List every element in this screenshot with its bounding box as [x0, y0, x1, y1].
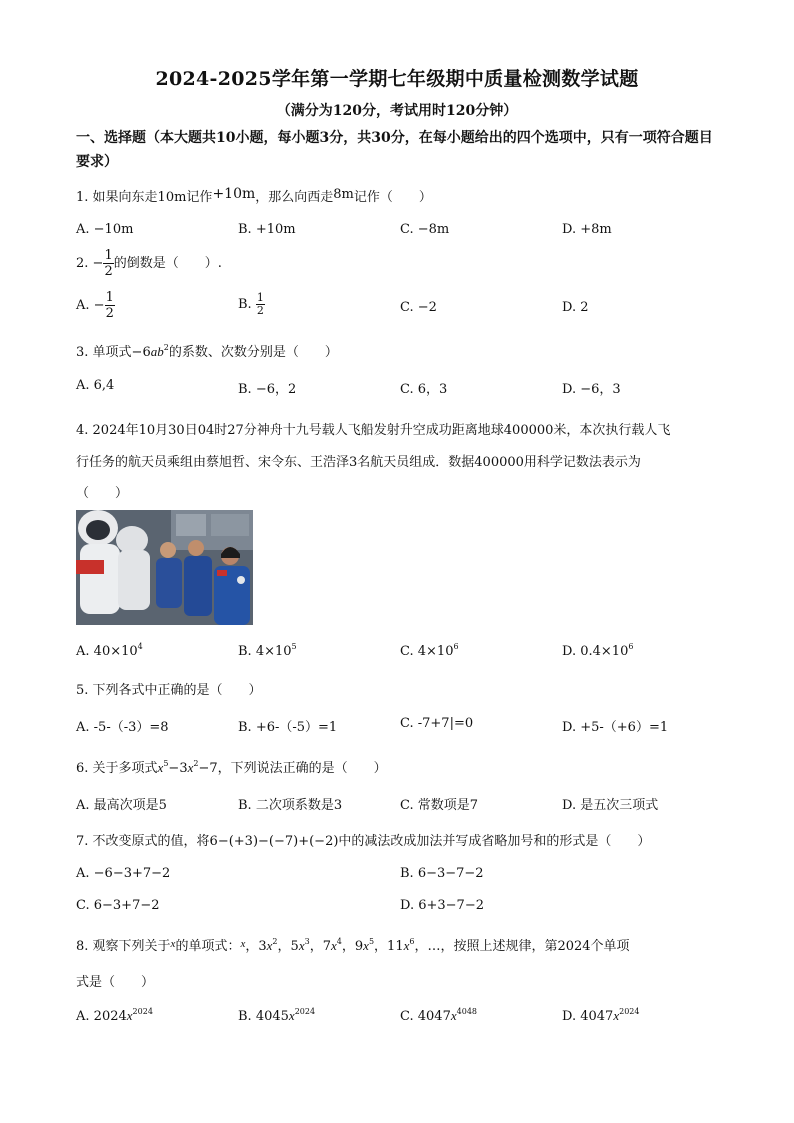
q8-d-label: D.: [562, 1009, 577, 1024]
q7-option-b[interactable]: B. 6−3−7−2: [400, 866, 484, 881]
q8-a-label: A.: [76, 1009, 90, 1024]
q8-term-4-var: x: [330, 938, 337, 953]
q6-mid: −3: [168, 761, 188, 776]
q2-a-minus: −: [93, 298, 105, 313]
q2-minus: −: [92, 256, 104, 271]
q4-b-label: B.: [238, 644, 252, 659]
q8-d-var: x: [613, 1008, 620, 1023]
q2-option-a[interactable]: [76, 290, 115, 321]
q4-d-label: D.: [562, 644, 577, 659]
q8-c-label: C.: [400, 1009, 414, 1024]
q8-term-2-exp: 2: [272, 937, 278, 946]
q4-option-c[interactable]: [400, 644, 459, 659]
q8-term-3-exp: 3: [304, 937, 310, 946]
question-2: [76, 248, 222, 279]
q8-term-4-coef: 7: [322, 939, 331, 954]
q3-option-c[interactable]: C. 6，3: [400, 382, 448, 397]
q2-b-denominator: 2: [256, 304, 264, 317]
q4-c-exp: 6: [453, 642, 459, 651]
q7-expression: 6−(+3)−(−7)+(−2): [209, 834, 339, 849]
q6-option-b[interactable]: B. 二次项系数是3: [238, 798, 343, 813]
q8-a-var: x: [126, 1008, 133, 1023]
q8-term-5-coef: 9: [354, 939, 364, 954]
q3-option-b[interactable]: B. −6，2: [238, 382, 297, 397]
question-1: [76, 186, 432, 205]
q8-sep-1: ，: [245, 939, 259, 954]
q1-text-mid: 记作: [186, 190, 213, 205]
q2-a-denominator: 2: [105, 306, 114, 321]
q8-term-6-var: x: [403, 938, 410, 953]
q6-tail: −7: [198, 761, 218, 776]
q4-b-base: 4×10: [255, 644, 292, 659]
q2-fraction: [103, 248, 113, 279]
q3-option-a[interactable]: A. 6,4: [76, 378, 115, 393]
q1-option-d[interactable]: D. +8m: [562, 222, 612, 237]
q8-b-exp: 2024: [294, 1007, 316, 1016]
q8-b-label: B.: [238, 1009, 252, 1024]
q4-line-3: （ ）: [76, 486, 129, 501]
q8-term-3-var: x: [298, 938, 305, 953]
q4-c-label: C.: [400, 644, 414, 659]
q1-option-b[interactable]: B. +10m: [238, 222, 296, 237]
q8-text-mid: 的单项式：: [175, 939, 241, 954]
q8-term-6-exp: 6: [409, 937, 415, 946]
q2-numerator: 1: [104, 248, 113, 263]
q3-text-post: 的系数、次数分别是（ ）: [168, 345, 338, 360]
q3-exp: 2: [163, 343, 169, 352]
q1-value-b: +10m: [212, 186, 256, 202]
q3-coef: −6: [131, 345, 151, 360]
q8-b-coef: 4045: [255, 1009, 289, 1024]
q6-var-2: x: [187, 760, 194, 775]
q8-term-2-var: x: [266, 938, 273, 953]
q5-option-d[interactable]: D. +5-（+6）=1: [562, 720, 669, 735]
q7-text: 7. 不改变原式的值，将: [76, 834, 210, 849]
q8-d-exp: 2024: [619, 1007, 640, 1016]
q8-sep-4: ，: [341, 939, 355, 954]
q8-a-exp: 2024: [132, 1007, 153, 1016]
q4-option-a[interactable]: [76, 644, 143, 659]
q4-option-b[interactable]: [238, 644, 297, 659]
q8-term-5-exp: 5: [368, 937, 375, 946]
q8-option-d[interactable]: [562, 1008, 639, 1024]
q7-text-post: 中的减法改成加法并写成省略加号和的形式是（ ）: [338, 834, 651, 849]
q8-d-coef: 4047: [580, 1009, 614, 1024]
q5-option-c[interactable]: C. -7+7|=0: [400, 716, 474, 731]
q1-value-a: 10m: [157, 190, 187, 205]
q8-c-exp: 4048: [456, 1007, 477, 1016]
q7-option-c[interactable]: C. 6−3+7−2: [76, 898, 160, 913]
question-6: [76, 757, 387, 776]
q8-sep-3: ，: [309, 939, 323, 954]
q8-term-3-coef: 5: [290, 939, 299, 954]
q1-text-mid2: ，那么向西走: [255, 190, 334, 205]
q6-var-1: x: [157, 760, 164, 775]
q5-option-a[interactable]: A. -5-（-3）=8: [76, 720, 169, 735]
q2-b-numerator: 1: [256, 291, 264, 304]
q2-b-label: B.: [238, 297, 252, 312]
q8-term-6-coef: 11: [387, 939, 404, 954]
q5-option-b[interactable]: B. +6-（-5）=1: [238, 720, 338, 735]
q1-option-a[interactable]: A. −10m: [76, 222, 134, 237]
q2-option-d[interactable]: D. 2: [562, 300, 589, 315]
q1-text: 1. 如果向东走: [76, 190, 158, 205]
q2-option-c[interactable]: C. −2: [400, 300, 437, 315]
q2-b-fraction: [256, 292, 265, 317]
page-subtitle: （满分为120分，考试用时120分钟）: [276, 103, 518, 119]
q1-option-c[interactable]: C. −8m: [400, 222, 450, 237]
q8-term-4-exp: 4: [336, 937, 342, 946]
q4-d-base: 0.4×10: [580, 644, 629, 659]
q4-a-label: A.: [76, 644, 90, 659]
q8-option-b[interactable]: [238, 1008, 315, 1024]
q8-option-c[interactable]: [400, 1008, 477, 1024]
q8-b-var: x: [288, 1008, 295, 1023]
q2-a-label: A.: [76, 298, 90, 313]
q2-option-b[interactable]: [238, 292, 265, 317]
page-title: 2024-2025学年第一学期七年级期中质量检测数学试题: [155, 68, 639, 90]
q7-option-a[interactable]: A. −6−3+7−2: [76, 866, 171, 881]
q1-value-c: 8m: [333, 187, 354, 202]
q3-option-d[interactable]: D. −6，3: [562, 382, 621, 397]
q6-option-c[interactable]: C. 常数项是7: [400, 798, 479, 813]
q4-line-1: 4. 2024年10月30日04时27分神舟十九号载人飞船发射升空成功距离地球400000米，本次执行载人飞: [76, 423, 671, 438]
q4-d-exp: 6: [628, 642, 634, 651]
q8-sep-5: ，: [374, 939, 388, 954]
q6-text-post: ，下列说法正确的是（ ）: [217, 761, 387, 776]
q2-a-fraction: [105, 290, 115, 321]
q2-number: 2.: [76, 256, 89, 271]
q8-option-a[interactable]: [76, 1008, 153, 1024]
q4-b-exp: 5: [291, 642, 297, 651]
astronaut-photo-illustration: [76, 510, 253, 625]
q8-c-var: x: [450, 1008, 457, 1023]
q8-text-post: ，…，按照上述规律，第2024个单项: [414, 939, 630, 954]
q1-text-post: 记作（ ）: [353, 190, 432, 205]
question-8: [76, 935, 630, 954]
question-5: 5. 下列各式中正确的是（ ）: [76, 683, 262, 698]
q4-option-d[interactable]: [562, 644, 633, 659]
astronaut-photo: [76, 510, 253, 625]
q2-a-numerator: 1: [105, 290, 114, 305]
q8-text: 8. 观察下列关于: [76, 939, 171, 954]
q8-c-coef: 4047: [417, 1009, 451, 1024]
q8-term-5-var: x: [363, 938, 369, 953]
q4-line-2: 行任务的航天员乘组由蔡旭哲、宋令东、王浩泽3名航天员组成．数据400000用科学记数法表示为: [76, 455, 641, 470]
q3-var: ab: [150, 344, 164, 359]
q8-sep-2: ，: [277, 939, 291, 954]
q3-text: 3. 单项式: [76, 345, 132, 360]
q6-exp-1: 5: [163, 759, 169, 768]
q8-a-coef: 2024: [93, 1009, 127, 1024]
question-7: [76, 830, 650, 849]
q2-text: 的倒数是（ ）.: [113, 256, 222, 271]
q8-line-2: 式是（ ）: [76, 975, 155, 990]
q6-text: 6. 关于多项式: [76, 761, 158, 776]
question-3: [76, 341, 338, 360]
section-heading: 一、选择题（本大题共10小题，每小题3分，共30分，在每小题给出的四个选项中，只有一项符合题目要求）: [76, 130, 713, 170]
q4-a-exp: 4: [137, 642, 143, 651]
q7-option-d[interactable]: D. 6+3−7−2: [400, 898, 484, 913]
q8-term-2-coef: 3: [258, 939, 267, 954]
q6-exp-2: 2: [193, 759, 199, 768]
q6-option-d[interactable]: D. 是五次三项式: [562, 798, 659, 813]
q4-c-base: 4×10: [417, 644, 454, 659]
q8-var: x: [170, 938, 176, 950]
q2-denominator: 2: [104, 264, 113, 279]
q8-term-1: x: [240, 938, 246, 950]
q4-a-base: 40×10: [93, 644, 138, 659]
q6-option-a[interactable]: A. 最高次项是5: [76, 798, 167, 813]
